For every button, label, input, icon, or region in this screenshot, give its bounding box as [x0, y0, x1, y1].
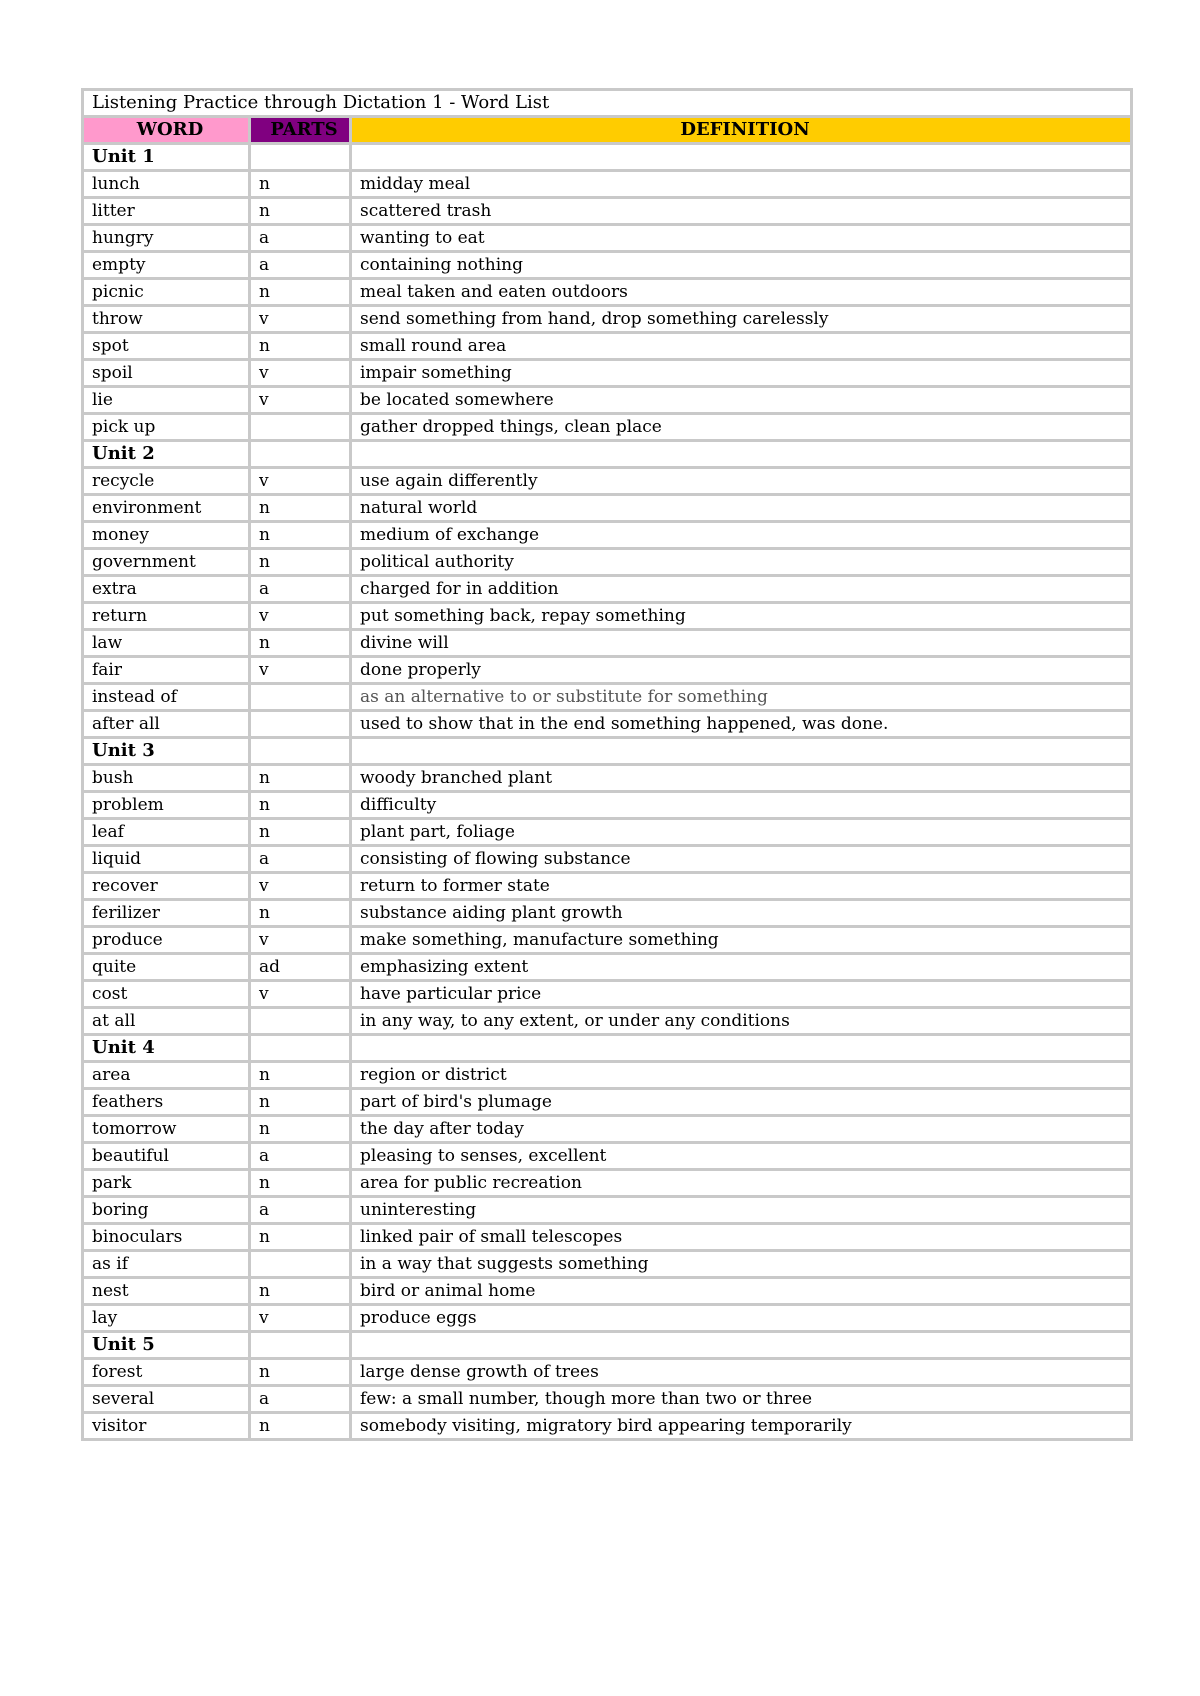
word-cell: boring [83, 1197, 250, 1224]
word-cell: as if [83, 1251, 250, 1278]
unit-label: Unit 1 [83, 144, 250, 171]
definition-cell: few: a small number, though more than two or three [351, 1386, 1132, 1413]
unit-label: Unit 4 [83, 1035, 250, 1062]
definition-cell: medium of exchange [351, 522, 1132, 549]
document-title: Listening Practice through Dictation 1 - Word List [83, 90, 1132, 117]
part-of-speech-cell [250, 738, 351, 765]
word-row [83, 279, 1132, 306]
word-row [83, 306, 1132, 333]
word-row [83, 1089, 1132, 1116]
part-of-speech-cell: a [250, 1143, 351, 1170]
definition-cell [351, 441, 1132, 468]
word-row [83, 1251, 1132, 1278]
definition-cell [351, 1332, 1132, 1359]
definition-cell [351, 1035, 1132, 1062]
word-row [83, 1359, 1132, 1386]
definition-cell: area for public recreation [351, 1170, 1132, 1197]
word-cell: leaf [83, 819, 250, 846]
word-row [83, 1197, 1132, 1224]
part-of-speech-cell [250, 441, 351, 468]
definition-cell: be located somewhere [351, 387, 1132, 414]
word-row [83, 1170, 1132, 1197]
word-cell: liquid [83, 846, 250, 873]
definition-cell: use again differently [351, 468, 1132, 495]
word-cell: money [83, 522, 250, 549]
word-row [83, 873, 1132, 900]
word-row [83, 711, 1132, 738]
definition-cell: large dense growth of trees [351, 1359, 1132, 1386]
definition-cell: make something, manufacture something [351, 927, 1132, 954]
definition-cell: linked pair of small telescopes [351, 1224, 1132, 1251]
word-cell: hungry [83, 225, 250, 252]
definition-cell: substance aiding plant growth [351, 900, 1132, 927]
part-of-speech-cell: v [250, 468, 351, 495]
word-cell: instead of [83, 684, 250, 711]
definition-cell: difficulty [351, 792, 1132, 819]
unit-label: Unit 2 [83, 441, 250, 468]
definition-cell: pleasing to senses, excellent [351, 1143, 1132, 1170]
title-row [83, 90, 1132, 117]
part-of-speech-cell: n [250, 1089, 351, 1116]
word-cell: cost [83, 981, 250, 1008]
part-of-speech-cell: n [250, 1359, 351, 1386]
word-cell: tomorrow [83, 1116, 250, 1143]
word-list-body [83, 90, 1132, 1440]
word-cell: empty [83, 252, 250, 279]
word-row [83, 387, 1132, 414]
word-cell: bush [83, 765, 250, 792]
definition-cell: used to show that in the end something happened, was done. [351, 711, 1132, 738]
part-of-speech-cell: n [250, 171, 351, 198]
part-of-speech-cell [250, 1008, 351, 1035]
definition-cell: impair something [351, 360, 1132, 387]
word-row [83, 171, 1132, 198]
word-row [83, 360, 1132, 387]
part-of-speech-cell: n [250, 1116, 351, 1143]
definition-cell: have particular price [351, 981, 1132, 1008]
word-cell: area [83, 1062, 250, 1089]
part-of-speech-cell: n [250, 1224, 351, 1251]
word-cell: after all [83, 711, 250, 738]
definition-cell [351, 144, 1132, 171]
word-cell: spoil [83, 360, 250, 387]
word-cell: forest [83, 1359, 250, 1386]
part-of-speech-cell: n [250, 1413, 351, 1440]
word-row [83, 1116, 1132, 1143]
header-definition: DEFINITION [351, 117, 1132, 144]
definition-cell: plant part, foliage [351, 819, 1132, 846]
part-of-speech-cell [250, 1332, 351, 1359]
unit-heading-row [83, 144, 1132, 171]
part-of-speech-cell: v [250, 360, 351, 387]
part-of-speech-cell: v [250, 387, 351, 414]
definition-cell: somebody visiting, migratory bird appearing temporarily [351, 1413, 1132, 1440]
definition-cell [351, 738, 1132, 765]
definition-cell: political authority [351, 549, 1132, 576]
word-cell: return [83, 603, 250, 630]
unit-heading-row [83, 441, 1132, 468]
definition-cell: meal taken and eaten outdoors [351, 279, 1132, 306]
word-cell: several [83, 1386, 250, 1413]
part-of-speech-cell: v [250, 981, 351, 1008]
word-cell: fair [83, 657, 250, 684]
part-of-speech-cell: n [250, 495, 351, 522]
part-of-speech-cell: n [250, 900, 351, 927]
part-of-speech-cell [250, 1035, 351, 1062]
word-row [83, 900, 1132, 927]
definition-cell: emphasizing extent [351, 954, 1132, 981]
word-cell: spot [83, 333, 250, 360]
word-row [83, 495, 1132, 522]
unit-heading-row [83, 738, 1132, 765]
word-cell: park [83, 1170, 250, 1197]
word-row [83, 576, 1132, 603]
word-row [83, 630, 1132, 657]
header-parts: PARTS [250, 117, 351, 144]
word-row [83, 954, 1132, 981]
word-row [83, 1386, 1132, 1413]
definition-cell: gather dropped things, clean place [351, 414, 1132, 441]
definition-cell: small round area [351, 333, 1132, 360]
definition-cell: scattered trash [351, 198, 1132, 225]
word-row [83, 522, 1132, 549]
word-row [83, 846, 1132, 873]
definition-cell: region or district [351, 1062, 1132, 1089]
part-of-speech-cell: v [250, 1305, 351, 1332]
word-cell: ferilizer [83, 900, 250, 927]
definition-cell: divine will [351, 630, 1132, 657]
word-cell: quite [83, 954, 250, 981]
part-of-speech-cell: n [250, 1062, 351, 1089]
header-word: WORD [83, 117, 250, 144]
part-of-speech-cell: n [250, 522, 351, 549]
word-cell: recover [83, 873, 250, 900]
definition-cell: send something from hand, drop something carelessly [351, 306, 1132, 333]
word-row [83, 252, 1132, 279]
part-of-speech-cell [250, 414, 351, 441]
word-cell: at all [83, 1008, 250, 1035]
part-of-speech-cell: a [250, 252, 351, 279]
word-row [83, 414, 1132, 441]
part-of-speech-cell: v [250, 603, 351, 630]
word-cell: nest [83, 1278, 250, 1305]
part-of-speech-cell [250, 711, 351, 738]
word-cell: government [83, 549, 250, 576]
word-row [83, 657, 1132, 684]
part-of-speech-cell: a [250, 1197, 351, 1224]
definition-cell: in a way that suggests something [351, 1251, 1132, 1278]
word-cell: pick up [83, 414, 250, 441]
definition-cell: woody branched plant [351, 765, 1132, 792]
word-cell: lay [83, 1305, 250, 1332]
definition-cell: return to former state [351, 873, 1132, 900]
part-of-speech-cell: n [250, 333, 351, 360]
part-of-speech-cell: n [250, 792, 351, 819]
part-of-speech-cell: v [250, 927, 351, 954]
word-row [83, 765, 1132, 792]
part-of-speech-cell: n [250, 1170, 351, 1197]
word-row [83, 819, 1132, 846]
word-cell: lunch [83, 171, 250, 198]
word-row [83, 1062, 1132, 1089]
word-row [83, 927, 1132, 954]
definition-cell: consisting of flowing substance [351, 846, 1132, 873]
definition-cell: bird or animal home [351, 1278, 1132, 1305]
word-row [83, 792, 1132, 819]
definition-cell: wanting to eat [351, 225, 1132, 252]
word-cell: environment [83, 495, 250, 522]
part-of-speech-cell: n [250, 279, 351, 306]
definition-cell: natural world [351, 495, 1132, 522]
word-cell: problem [83, 792, 250, 819]
unit-heading-row [83, 1332, 1132, 1359]
word-row [83, 1413, 1132, 1440]
definition-cell: containing nothing [351, 252, 1132, 279]
part-of-speech-cell: v [250, 306, 351, 333]
header-row [83, 117, 1132, 144]
word-row [83, 468, 1132, 495]
word-row [83, 333, 1132, 360]
definition-cell: the day after today [351, 1116, 1132, 1143]
part-of-speech-cell: n [250, 819, 351, 846]
word-cell: extra [83, 576, 250, 603]
part-of-speech-cell: n [250, 198, 351, 225]
word-cell: recycle [83, 468, 250, 495]
part-of-speech-cell: a [250, 846, 351, 873]
word-row [83, 1008, 1132, 1035]
unit-heading-row [83, 1035, 1132, 1062]
part-of-speech-cell: a [250, 576, 351, 603]
part-of-speech-cell [250, 144, 351, 171]
definition-cell: part of bird's plumage [351, 1089, 1132, 1116]
definition-cell: uninteresting [351, 1197, 1132, 1224]
word-row [83, 1143, 1132, 1170]
part-of-speech-cell [250, 1251, 351, 1278]
part-of-speech-cell: n [250, 765, 351, 792]
definition-cell: charged for in addition [351, 576, 1132, 603]
word-cell: produce [83, 927, 250, 954]
part-of-speech-cell: a [250, 225, 351, 252]
word-cell: litter [83, 198, 250, 225]
word-cell: beautiful [83, 1143, 250, 1170]
part-of-speech-cell: n [250, 549, 351, 576]
definition-cell: midday meal [351, 171, 1132, 198]
word-row [83, 549, 1132, 576]
part-of-speech-cell: n [250, 630, 351, 657]
part-of-speech-cell [250, 684, 351, 711]
definition-cell: in any way, to any extent, or under any conditions [351, 1008, 1132, 1035]
word-list-table [81, 88, 1133, 1441]
word-row [83, 198, 1132, 225]
unit-label: Unit 5 [83, 1332, 250, 1359]
part-of-speech-cell: a [250, 1386, 351, 1413]
definition-cell: done properly [351, 657, 1132, 684]
word-cell: lie [83, 387, 250, 414]
word-row [83, 603, 1132, 630]
part-of-speech-cell: n [250, 1278, 351, 1305]
definition-cell: produce eggs [351, 1305, 1132, 1332]
word-row [83, 981, 1132, 1008]
word-cell: visitor [83, 1413, 250, 1440]
word-row [83, 225, 1132, 252]
word-cell: binoculars [83, 1224, 250, 1251]
word-cell: picnic [83, 279, 250, 306]
word-row [83, 684, 1132, 711]
word-row [83, 1278, 1132, 1305]
word-cell: law [83, 630, 250, 657]
word-cell: throw [83, 306, 250, 333]
part-of-speech-cell: v [250, 657, 351, 684]
unit-label: Unit 3 [83, 738, 250, 765]
definition-cell: as an alternative to or substitute for something [351, 684, 1132, 711]
part-of-speech-cell: v [250, 873, 351, 900]
part-of-speech-cell: ad [250, 954, 351, 981]
definition-cell: put something back, repay something [351, 603, 1132, 630]
word-row [83, 1224, 1132, 1251]
word-row [83, 1305, 1132, 1332]
word-cell: feathers [83, 1089, 250, 1116]
